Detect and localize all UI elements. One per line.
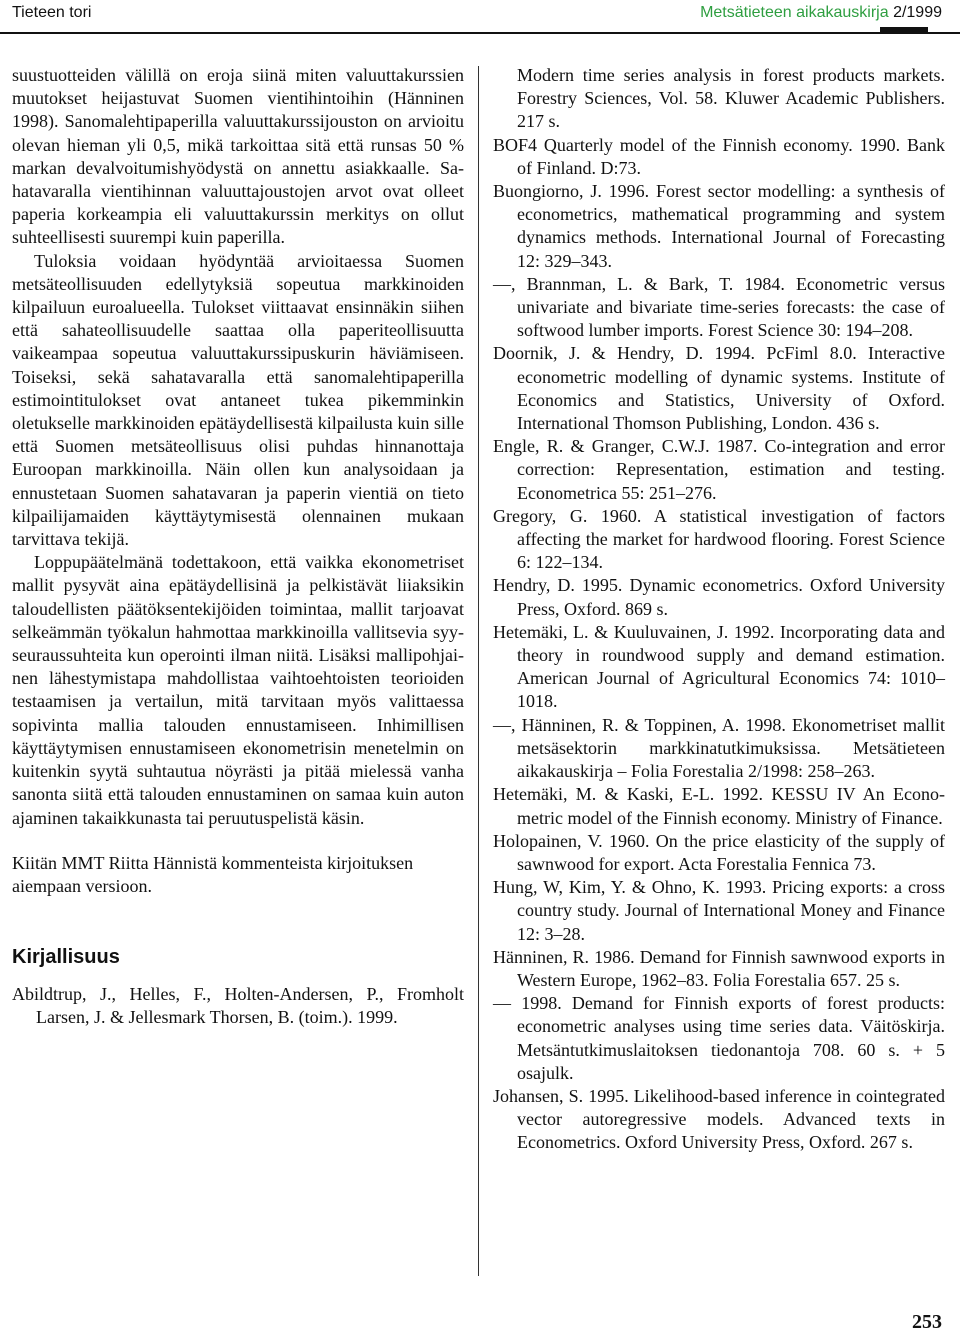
reference-item: —, Hänninen, R. & Toppinen, A. 1998. Ekonometriset mallit metsäsektorin markkinatutkimuksissa. Metsätieteen aikakauskirja – Folia Forestalia 2/1998: 258–263. [493,714,945,782]
references-heading: Kirjallisuus [12,946,120,969]
header-rule [0,32,960,34]
reference-item: Buongiorno, J. 1996. Forest sector modelling: a synthesis of econometrics, mathematical programming and system dynamics methods. International Journal of Forecasting 12: 329–343. [493,181,945,271]
acknowledgement: Kiitän MMT Riitta Hännistä kommenteista kirjoituksen aiempaan versioon. [12,852,414,896]
reference-item: Hetemäki, L. & Kuuluvainen, J. 1992. Incorporating data and theory in roundwood supply and demand estimation. American Journal of Agricultural Economics 74: 1010–1018. [493,621,945,712]
body-paragraph: Loppupäätelmänä todettakoon, että vaikka ekonometriset mallit pysyvät aina epätäydellisinä ja pelkistävät liiaksikin taloudellisten päätöksentekijöiden toimintaa, mallit tarjoavat selkeämmän työkalun hahmottaa markkinoilla vallitsevia syy-seuraussuhteita kun operointi ilman niitä. Lisäksi mallipohjainen lähestymistapa mahdollistaa vaihtoehtoisten teorioiden testaamisen ja vertailun, mitä tarvitaan myös valittaessa sopivinta mallia talouden ennustamiseen. Inhimillisen käyttäytymisen ennustamiseen ekonometrisin menetelmin on kuitenkin syytä suhtautua nöyrästi ja pitää mielessä vanha sanonta siitä että talouden ennustaminen on samaa kuin auton ajaminen takaikkunasta tai peruutuspelistä käsin. [12,552,464,828]
right-column [493,64,945,1155]
reference-item: Holopainen, V. 1960. On the price elasticity of the supply of sawnwood for export. Acta Forestalia Fennica 73. [493,830,945,874]
page-number: 253 [912,1311,942,1333]
header-marker-block [880,27,928,34]
reference-item: Hendry, D. 1995. Dynamic econometrics. Oxford University Press, Oxford. 869 s. [493,575,945,619]
reference-item: Johansen, S. 1995. Likelihood-based inference in cointegrated vector autoregressive models. Advanced texts in Econometrics. Oxford University Press, Oxford. 267 s. [493,1085,945,1153]
reference-item: —, Brannman, L. & Bark, T. 1984. Econometric versus univariate and bivariate time-series forecasts: the case of softwood lumber imports. Forest Science 30: 194–208. [493,273,945,341]
reference-item: — 1998. Demand for Finnish exports of forest products: econometric analyses using time series data. Väitöskirja. Metsäntutkimuslaitoksen tiedonantoja 708. 60 s. + 5 osajulk. [493,993,945,1083]
reference-item: BOF4 Quarterly model of the Finnish economy. 1990. Bank of Finland. D:73. [493,134,945,178]
reference-item: Abildtrup, J., Helles, F., Holten-Andersen, P., Fromholt Larsen, J. & Jellesmark Thorsen, B. (toim.). 1999. [12,984,464,1028]
reference-item: Hänninen, R. 1986. Demand for Finnish sawnwood exports in Western Europe, 1962–83. Folia Forestalia 657. 25 s. [493,946,945,990]
reference-item: Doornik, J. & Hendry, D. 1994. PcFiml 8.0. Interactive econometric modelling of dynamic systems. Institute of Economics and Statistics, University of Oxford. International Thomson Publishing, London. 436 s. [493,343,945,434]
reference-item: Hung, W, Kim, Y. & Ohno, K. 1993. Pricing exports: a cross country study. Journal of International Money and Finance 12: 3–28. [493,877,945,944]
body-paragraph: suustuotteiden välillä on eroja siinä miten valuuttakurssien muutokset heijastuvat Suomen vientihintoihin (Hänninen 1998). Sanomalehtipaperilla valuuttakurssijouston on arvioitu olevan hieman yli 0,5, mikä tarkoittaa sitä että runsas 50 % markan devalvoitumishyödystä on annettu asiakkaalle. Sahatavaralla vientihinnan valuuttajoustojen arvot ovat olleet paperia korkeampia eli valuuttakurssin merkitys on ollut suhteellisesti suurempi kuin paperilla. [12,65,464,248]
body-paragraph: Tuloksia voidaan hyödyntää arvioitaessa Suomen metsäteollisuuden edellytyksiä sopeutua markkinoiden kilpailuun euroalueella. Tulokset viittaavat ensinnäkin siihen että sahateollisuudelle saattaa olla paperiteollisuutta vaikeampaa sopeutua valuuttakurssipuskurin häviämiseen. Toiseksi, sekä sahatavaralla että sanomalehtipaperilla estimointitulokset ovat antaneet tukea pikemminkin oletukselle markkinoiden epätäydellisestä kilpailusta kuin sille että Suomen metsäteollisuus olisi puhdas hinnanottaja Euroopan markkinoilla. Näin ollen kun analysoidaan ja ennustetaan Suomen sahatavaran ja paperin vientiä on tieto kilpailijamaiden käyttäytymisestä olennainen mukaan tarvittava tekijä. [12,250,464,550]
reference-item: Modern time series analysis in forest products markets. Forestry Sciences, Vol. 58. Kluwer Academic Publishers. 217 s. [517,65,945,132]
reference-item: Engle, R. & Granger, C.W.J. 1987. Co-integration and error correction: Representation, estimation and testing. Econometrica 55: 251–276. [493,436,945,503]
running-header-section: Tieteen tori [12,4,92,21]
journal-issue: 2/1999 [893,4,942,21]
reference-item: Gregory, G. 1960. A statistical investigation of factors affecting the market for hardwood flooring. Forest Science 6: 122–134. [493,505,945,573]
left-column [12,64,464,1030]
column-divider [478,66,479,1276]
journal-title: Metsätieteen aikakauskirja [700,4,889,21]
running-header-journal [700,4,942,22]
reference-item: Hetemäki, M. & Kaski, E-L. 1992. KESSU IV An Econometric model of the Finnish economy. Ministry of Finance. [493,784,945,828]
